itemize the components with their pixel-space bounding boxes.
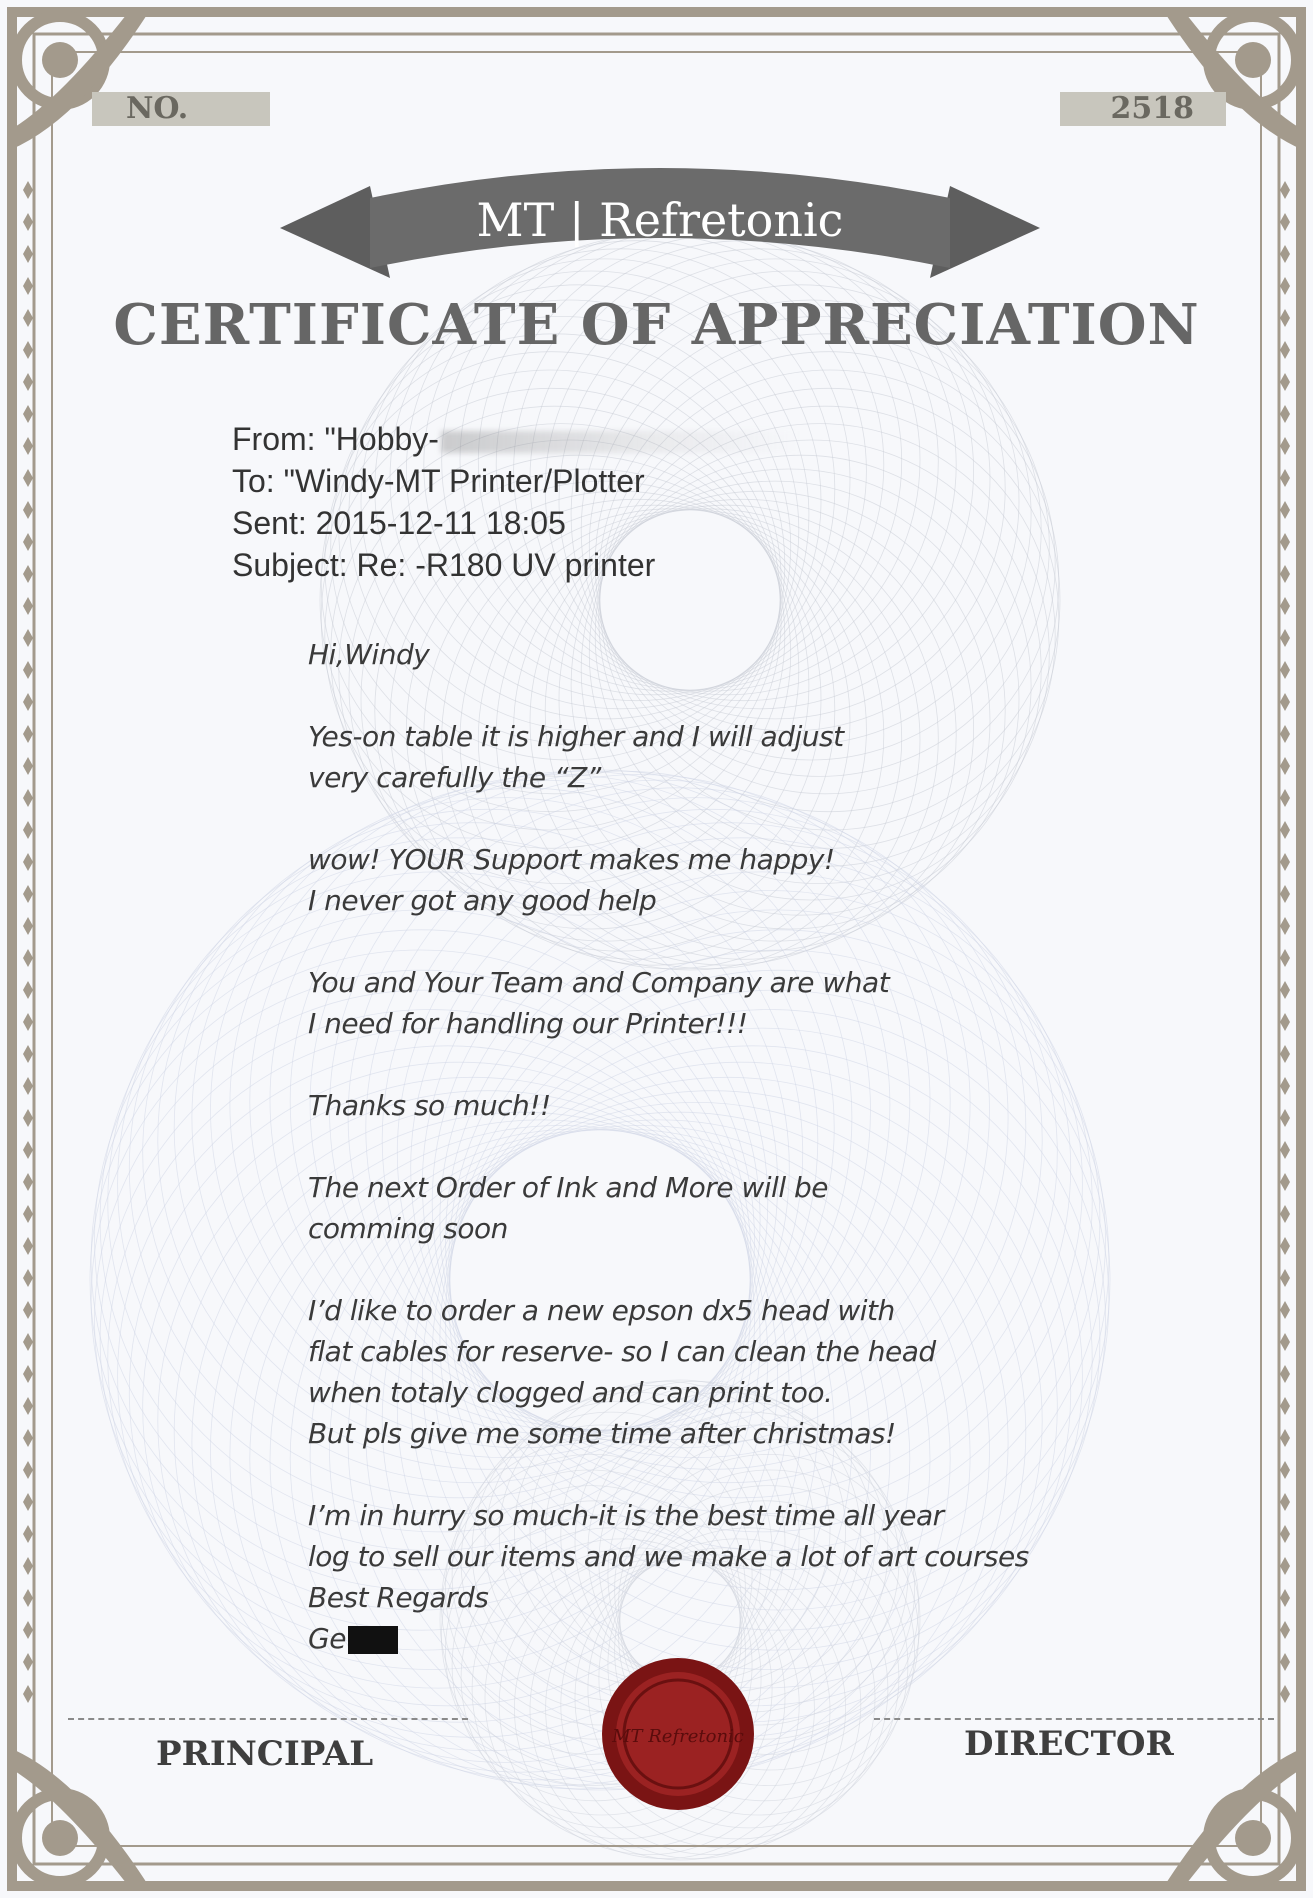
letter-line: Best Regards [308,1581,489,1614]
letter-line: wow! YOUR Support makes me happy! [308,843,835,876]
email-sent: Sent: 2015-12-11 18:05 [232,505,566,541]
blurred-sender [441,431,801,453]
wax-seal-icon [598,1654,758,1814]
brand-name: MT | Refretonic [476,193,844,247]
letter-line: You and Your Team and Company are what [308,966,890,999]
letter-line: But pls give me some time after christmas! [308,1417,896,1450]
letter-line: Yes-on table it is higher and I will adjust [308,720,844,753]
director-label: DIRECTOR [964,1724,1174,1764]
letter-line: I never got any good help [308,884,657,917]
letter-line: I need for handling our Printer!!! [308,1007,748,1040]
letter-signature: Ge [308,1618,1029,1659]
certificate-number: 2518 [1060,92,1226,126]
letter-line: Hi,Windy [308,638,430,671]
letter-line [308,1126,1029,1167]
letter-line [308,1454,1029,1495]
email-subject: Subject: Re: -R180 UV printer [232,547,656,583]
principal-signature-line [68,1718,468,1720]
corner-ornament-bottom-right [1163,1748,1303,1888]
certificate-no-label: NO. [92,92,270,126]
letter-line [308,1249,1029,1290]
corner-ornament-top-left [10,10,150,150]
letter-line: comming soon [308,1212,508,1245]
letter-line [308,1044,1029,1085]
email-to: To: "Windy-MT Printer/Plotter [232,463,645,499]
letter-line: flat cables for reserve- so I can clean the head [308,1335,936,1368]
letter-line: very carefully the “Z” [308,761,601,794]
corner-ornament-top-right [1163,10,1303,150]
letter-line [308,921,1029,962]
letter-line: when totaly clogged and can print too. [308,1376,833,1409]
letter-line [308,798,1029,839]
letter-body [308,634,1029,1659]
email-from: From: "Hobby- [232,418,801,460]
redacted-signature [348,1626,398,1654]
director-signature-line [874,1718,1274,1720]
corner-ornament-bottom-left [10,1748,150,1888]
brand-ribbon [280,158,1040,298]
letter-line: log to sell our items and we make a lot of art courses [308,1540,1029,1573]
principal-label: PRINCIPAL [156,1734,374,1774]
letter-line: I’m in hurry so much-it is the best time all year [308,1499,944,1532]
seal-text: MT Refretonic [612,1726,744,1747]
letter-line: Thanks so much!! [308,1089,551,1122]
letter-line [308,675,1029,716]
certificate-title: CERTIFICATE OF APPRECIATION [113,292,1200,358]
letter-line: The next Order of Ink and More will be [308,1171,829,1204]
email-header [232,418,801,586]
letter-line: I’d like to order a new epson dx5 head with [308,1294,895,1327]
